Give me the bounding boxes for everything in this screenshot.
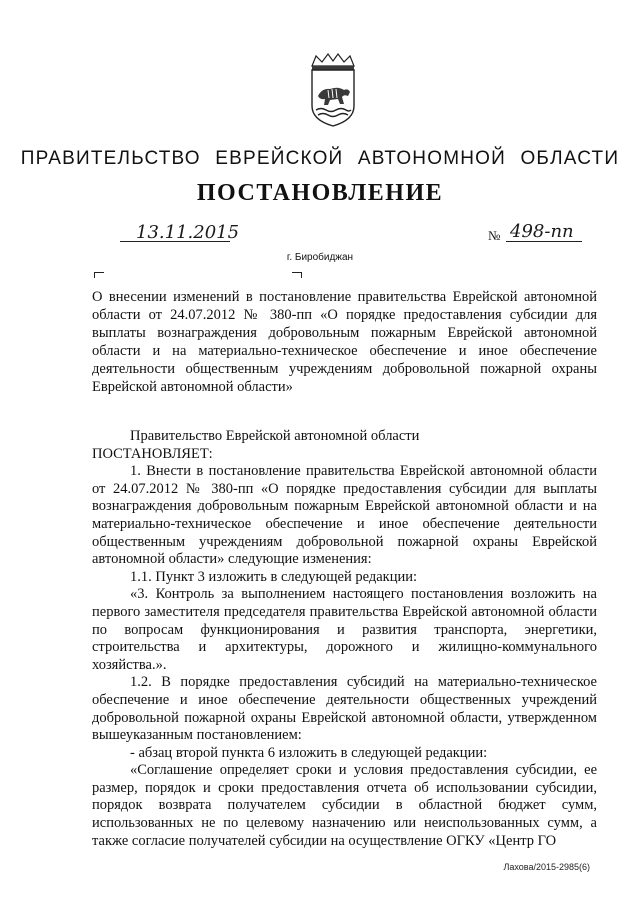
city-label: г. Биробиджан — [286, 252, 354, 263]
document-body — [92, 428, 597, 850]
document-subject: О внесении изменений в постановление правительства Еврейской автономной области от 24.07.2012 № 380-пп «О порядке предоставления субсидии для выплаты вознаграждения добровольным пожарным Еврейской автономной области и на материально-техническое обеспечение и иное обеспечение деятельности общественным учреждениям добровольной пожарной охраны Еврейской автономной области» — [92, 289, 597, 395]
handwritten-date: 13.11.2015 — [136, 222, 240, 243]
intro-line-1: Правительство Еврейской автономной области — [130, 428, 420, 444]
subject-corner-right — [292, 272, 302, 278]
paragraph-1-2-a: - абзац второй пункта 6 изложить в следующей редакции: — [130, 744, 488, 761]
number-underline — [506, 241, 582, 242]
intro-line-2: ПОСТАНОВЛЯЕТ: — [92, 445, 213, 462]
number-sign: № — [488, 228, 501, 243]
paragraph-1-1-text: «3. Контроль за выполнением настоящего постановления возложить на первого заместителя председателя правительства Еврейской автономной области по вопросам функционирования и развития транспорта, энергетики, строительства и архитектуры, дорожного и жилищно-коммунального хозяйства.». — [92, 586, 597, 673]
footer-doc-code: Лахова/2015-2985(6) — [503, 862, 590, 872]
paragraph-1-1: 1.1. Пункт 3 изложить в следующей редакции: — [130, 568, 418, 585]
tiger-coat-of-arms-icon — [306, 52, 360, 128]
paragraph-1: 1. Внести в постановление правительства Еврейской автономной области от 24.07.2012 № 380-пп «О порядке предоставления субсидии для выплаты вознаграждения добровольным пожарным Еврейской автономной области и на материально-техническое обеспечение и иное обеспечение деятельности общественным учреждениям добровольной пожарной охраны Еврейской автономной области» следующие изменения: — [92, 463, 597, 568]
handwritten-number: 498-пп — [510, 221, 574, 242]
subject-corner-left — [94, 272, 104, 278]
paragraph-1-2-text: «Соглашение определяет сроки и условия предоставления субсидии, ее размер, порядок и сроки предоставления отчета об использовании субсидии, порядок возврата получателем субсидии в областной бюджет сумм, использованных не по целевому назначению или неиспользованных сумм, а также согласие получателей субсидии на осуществление ОГКУ «Центр ГО — [92, 762, 597, 849]
government-title: ПРАВИТЕЛЬСТВО ЕВРЕЙСКОЙ АВТОНОМНОЙ ОБЛАСТИ — [20, 148, 620, 169]
paragraph-1-2: 1.2. В порядке предоставления субсидий на материально-техническое обеспечение и иное обеспечение деятельности общественных учреждений добровольной пожарной охраны Еврейской автономной области, утвержденном вышеуказанным постановлением: — [92, 674, 597, 744]
date-underline — [120, 241, 230, 242]
document-type-title: ПОСТАНОВЛЕНИЕ — [196, 180, 444, 206]
